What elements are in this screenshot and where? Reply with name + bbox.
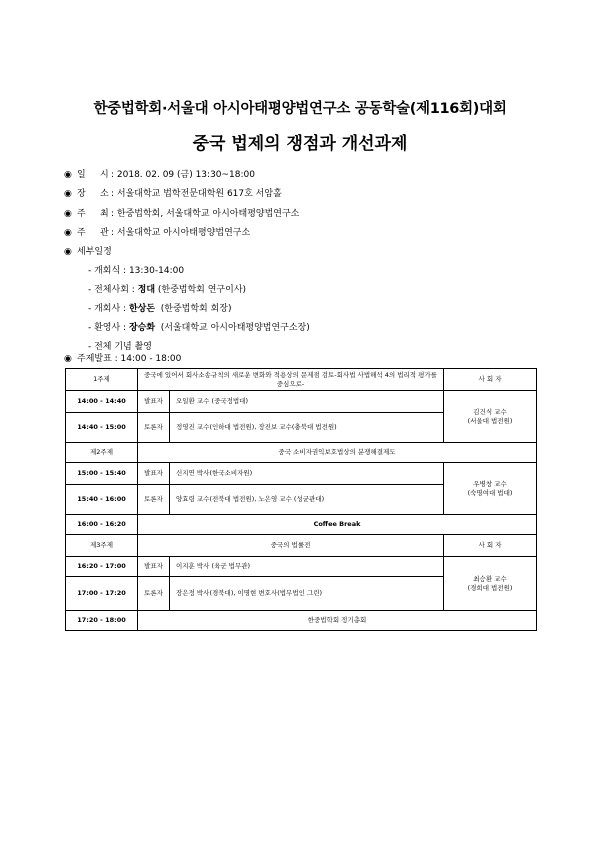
role-cell: 발표자 bbox=[138, 557, 170, 577]
bullet-icon: ◉ bbox=[64, 354, 72, 364]
time-cell: 15:40 - 16:00 bbox=[66, 485, 138, 515]
title-line-1: 한중법학회·서울대 아시아태평양법연구소 공동학술(제116회)대회 bbox=[93, 101, 507, 117]
time-cell: 17:00 - 17:20 bbox=[66, 577, 138, 611]
table-row bbox=[66, 611, 537, 631]
chair-header: 사 회 자 bbox=[444, 369, 537, 391]
person-cell: 장은정 박사(경북대), 이명현 변호사(법무법인 그린) bbox=[170, 577, 444, 611]
chair-affiliation: (숙명여대 법대) bbox=[467, 488, 513, 497]
session-label: 제3주제 bbox=[66, 535, 138, 557]
time-cell: 14:40 - 15:00 bbox=[66, 413, 138, 443]
info-host bbox=[64, 208, 299, 220]
role-cell: 토론자 bbox=[138, 413, 170, 443]
chair-name: 김건식 교수 bbox=[473, 407, 507, 416]
info-label: 장 소 bbox=[77, 189, 109, 199]
table-row bbox=[66, 369, 537, 391]
bullet-icon: ◉ bbox=[64, 170, 72, 180]
session-label: 1주제 bbox=[66, 369, 138, 391]
table-row bbox=[66, 557, 537, 577]
info-value: : 서울대학교 법학전문대학원 617호 서암홀 bbox=[111, 189, 282, 199]
info-schedule bbox=[64, 246, 112, 258]
bullet-icon: ◉ bbox=[64, 247, 72, 257]
table-row bbox=[66, 391, 537, 413]
sub-moderator: - 전체사회 : 정대 (한중법학회 연구이사) bbox=[88, 285, 247, 295]
person-cell: 이지훈 박사 (육군 법무관) bbox=[170, 557, 444, 577]
person-cell: 양효령 교수(전북대 법전원), 노은영 교수 (성균관대) bbox=[170, 485, 444, 515]
break-label: Coffee Break bbox=[138, 515, 537, 535]
person-cell: 정영진 교수(인하대 법전원), 장진보 교수(충북대 법전원) bbox=[170, 413, 444, 443]
sub-welcome-speech: - 환영사 : 장승화 (서울대학교 아시아태평양법연구소장) bbox=[88, 323, 310, 333]
chair-affiliation: (서울대 법전원) bbox=[467, 416, 513, 425]
person-cell: 오일환 교수 (중국정법대) bbox=[170, 391, 444, 413]
chair-cell bbox=[444, 463, 537, 515]
closing-label: 한중법학회 정기총회 bbox=[138, 611, 537, 631]
session-title: 중국의 법률전 bbox=[138, 535, 444, 557]
role-cell: 토론자 bbox=[138, 577, 170, 611]
info-value: : 한중법학회, 서울대학교 아시아태평양법연구소 bbox=[111, 209, 300, 219]
sub-photo: - 전체 기념 촬영 bbox=[88, 342, 152, 352]
chair-cell bbox=[444, 557, 537, 611]
table-row bbox=[66, 463, 537, 485]
person-cell: 신지연 박사(한국소비자원) bbox=[170, 463, 444, 485]
time-cell: 15:00 - 15:40 bbox=[66, 463, 138, 485]
info-label: 주 관 bbox=[77, 228, 109, 238]
info-date bbox=[64, 169, 255, 181]
bullet-icon: ◉ bbox=[64, 209, 72, 219]
sub-opening-speech: - 개회사 : 한상돈 (한중법학회 회장) bbox=[88, 304, 232, 314]
info-label: 세부일정 bbox=[77, 247, 112, 257]
table-row bbox=[66, 535, 537, 557]
bullet-icon: ◉ bbox=[64, 189, 72, 199]
time-cell: 17:20 - 18:00 bbox=[66, 611, 138, 631]
session-title: 중국 소비자권익보호법상의 분쟁해결제도 bbox=[138, 443, 537, 463]
session-label: 제2주제 bbox=[66, 443, 138, 463]
info-value: : 서울대학교 아시아태평양법연구소 bbox=[111, 228, 251, 238]
role-cell: 발표자 bbox=[138, 463, 170, 485]
info-organizer bbox=[64, 227, 250, 239]
info-label: 일 시 bbox=[77, 170, 109, 180]
info-label: 주 최 bbox=[77, 209, 109, 219]
time-cell: 16:20 - 17:00 bbox=[66, 557, 138, 577]
chair-header: 사 회 자 bbox=[444, 535, 537, 557]
chair-name: 최승환 교수 bbox=[473, 574, 507, 583]
info-value: : 2018. 02. 09 (금) 13:30~18:00 bbox=[111, 170, 255, 180]
table-row bbox=[66, 443, 537, 463]
time-cell: 14:00 - 14:40 bbox=[66, 391, 138, 413]
time-cell: 16:00 - 16:20 bbox=[66, 515, 138, 535]
role-cell: 토론자 bbox=[138, 485, 170, 515]
sub-opening: - 개회식 : 13:30-14:00 bbox=[88, 266, 185, 276]
bullet-icon: ◉ bbox=[64, 228, 72, 238]
chair-name: 우병창 교수 bbox=[473, 479, 507, 488]
chair-cell bbox=[444, 391, 537, 443]
schedule-table bbox=[65, 368, 537, 631]
chair-affiliation: (경희대 법전원) bbox=[467, 583, 513, 592]
table-row bbox=[66, 515, 537, 535]
role-cell: 발표자 bbox=[138, 391, 170, 413]
title-line-2: 중국 법제의 쟁점과 개선과제 bbox=[192, 134, 408, 154]
topic-line: ◉ 주제발표 : 14:00 - 18:00 bbox=[64, 354, 182, 364]
info-venue bbox=[64, 188, 282, 200]
session-title: 중국에 있어서 회사소송규칙의 새로운 변화와 적용상의 문제점 검토-회사법 사법해석 4의 법리적 평가를 중심으로- bbox=[138, 369, 444, 391]
